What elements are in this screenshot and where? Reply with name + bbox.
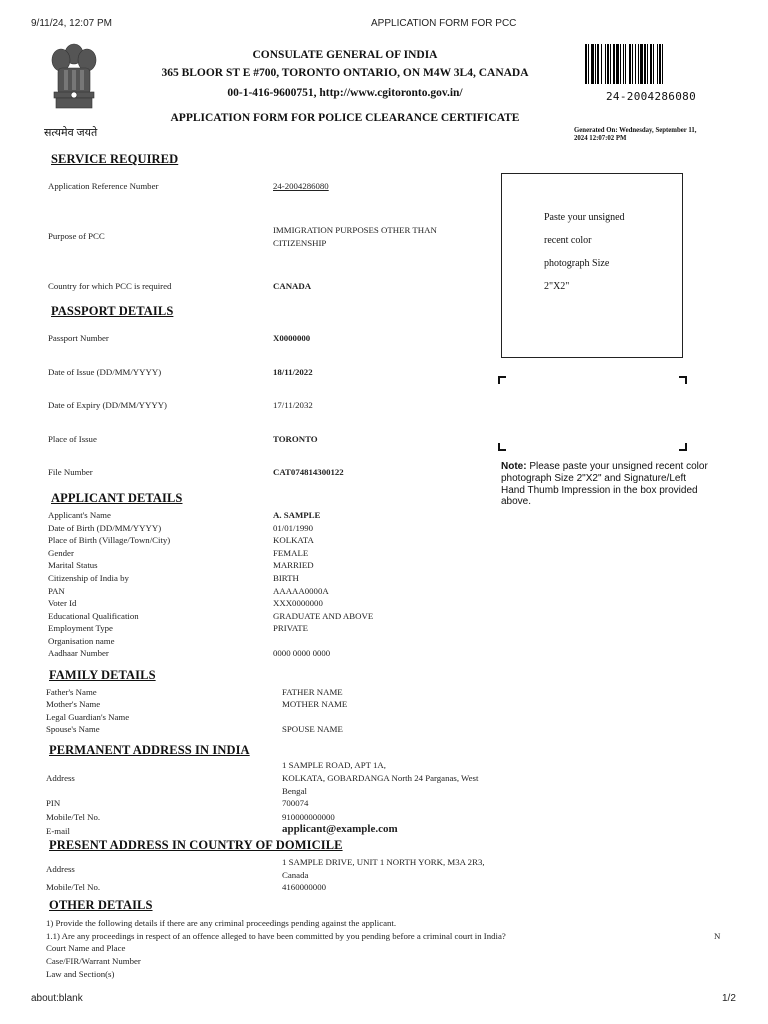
photo-text-line3: photograph Size xyxy=(544,258,610,269)
row-label: Marital Status xyxy=(48,560,98,571)
email-label: E-mail xyxy=(46,826,70,836)
perm-mobile-value: 910000000000 xyxy=(282,812,335,822)
expiry-date-label: Date of Expiry (DD/MM/YYYY) xyxy=(48,400,167,410)
row-value: 0000 0000 0000 xyxy=(273,648,331,658)
section-permanent-address: PERMANENT ADDRESS IN INDIA xyxy=(49,743,250,757)
print-tab-title: APPLICATION FORM FOR PCC xyxy=(371,18,517,29)
expiry-date-value: 17/11/2032 xyxy=(273,400,313,410)
place-of-issue-label: Place of Issue xyxy=(48,434,97,444)
print-footer-url: about:blank xyxy=(31,993,83,1004)
row-value: A. SAMPLE xyxy=(273,510,321,520)
row-value: MOTHER NAME xyxy=(282,699,348,710)
row-label: Mother's Name xyxy=(46,699,101,710)
row-label: Aadhaar Number xyxy=(48,648,109,658)
photo-text-line4: 2"X2" xyxy=(544,281,570,292)
purpose-value-line2: CITIZENSHIP xyxy=(273,238,327,248)
issue-date-value: 18/11/2022 xyxy=(273,367,313,377)
row-label: Applicant's Name xyxy=(48,510,111,520)
question-1-1: 1.1) Are any proceedings in respect of an offence alleged to have been committed by you pending before a criminal court in India? xyxy=(46,931,506,941)
photo-text-line2: recent color xyxy=(544,235,592,246)
row-value: FATHER NAME xyxy=(282,687,343,697)
org-contact: 00-1-416-9600751, http://www.cgitoronto.gov.in/ xyxy=(227,87,463,99)
perm-mobile-label: Mobile/Tel No. xyxy=(46,812,101,822)
country-label: Country for which PCC is required xyxy=(48,281,172,291)
present-address-line1: 1 SAMPLE DRIVE, UNIT 1 NORTH YORK, M3A 2R3, xyxy=(282,857,485,867)
row-label: Date of Birth (DD/MM/YYYY) xyxy=(48,522,162,533)
row-value: GRADUATE AND ABOVE xyxy=(273,610,374,621)
photo-text-line1: Paste your unsigned xyxy=(544,212,625,223)
present-address-label: Address xyxy=(46,864,75,874)
note-line1: Please paste your unsigned recent color xyxy=(529,461,708,472)
purpose-value-line1: IMMIGRATION PURPOSES OTHER THAN xyxy=(273,225,437,235)
purpose-label: Purpose of PCC xyxy=(48,231,105,241)
emblem-motto: सत्यमेव जयते xyxy=(44,127,98,139)
row-value: FEMALE xyxy=(273,547,309,558)
row-label: Employment Type xyxy=(48,623,113,634)
row-label: PAN xyxy=(48,585,65,596)
pin-label: PIN xyxy=(46,798,61,808)
pin-value: 700074 xyxy=(282,798,309,808)
perm-address-line3: Bengal xyxy=(282,786,307,796)
present-mobile-value: 4160000000 xyxy=(282,882,326,892)
perm-address-line1: 1 SAMPLE ROAD, APT 1A, xyxy=(282,760,386,770)
passport-number-value: X0000000 xyxy=(273,333,311,343)
perm-address-label: Address xyxy=(46,773,75,783)
row-value: SPOUSE NAME xyxy=(282,724,343,735)
barcode-graphic xyxy=(585,44,690,84)
row-value: PRIVATE xyxy=(273,623,309,634)
question-1: 1) Provide the following details if there are any criminal proceedings pending against the applicant. xyxy=(46,918,397,928)
present-mobile-label: Mobile/Tel No. xyxy=(46,882,101,892)
signature-box-corner-tr xyxy=(679,376,687,384)
question-1-1-answer: N xyxy=(714,931,721,941)
section-present-address: PRESENT ADDRESS IN COUNTRY OF DOMICILE xyxy=(49,838,343,852)
row-label: Legal Guardian's Name xyxy=(46,711,130,722)
section-other-details: OTHER DETAILS xyxy=(49,898,153,912)
row-value: XXX0000000 xyxy=(273,598,323,609)
generated-on-line1: Generated On: Wednesday, September 11, xyxy=(574,127,697,134)
law-section-label: Law and Section(s) xyxy=(46,969,115,979)
org-address: 365 BLOOR ST E #700, TORONTO ONTARIO, ON M4W 3L4, CANADA xyxy=(161,67,529,79)
note-line4: above. xyxy=(501,496,532,508)
row-label: Citizenship of India by xyxy=(48,573,129,583)
photo-instructions xyxy=(544,206,654,298)
row-value: BIRTH xyxy=(273,573,299,583)
ashoka-emblem-icon xyxy=(44,40,104,128)
row-label: Educational Qualification xyxy=(48,610,139,621)
barcode xyxy=(585,44,690,84)
section-family-details: FAMILY DETAILS xyxy=(49,668,156,682)
section-applicant-details: APPLICANT DETAILS xyxy=(51,491,183,505)
passport-number-label: Passport Number xyxy=(48,333,109,343)
present-address-line2: Canada xyxy=(282,870,309,880)
app-ref-value: 24-2004286080 xyxy=(273,181,329,191)
email-value: applicant@example.com xyxy=(282,823,398,835)
barcode-number: 24-2004286080 xyxy=(606,90,696,103)
country-value: CANADA xyxy=(273,281,312,291)
section-service-required: SERVICE REQUIRED xyxy=(51,152,179,166)
file-number-value: CAT074814300122 xyxy=(273,467,344,477)
place-of-issue-value: TORONTO xyxy=(273,434,318,444)
signature-box-corner-br xyxy=(679,443,687,451)
note-line3: Hand Thumb Impression in the box provided xyxy=(501,484,698,496)
row-label: Gender xyxy=(48,547,74,558)
note-block xyxy=(501,461,721,508)
generated-on-line2: 2024 12:07:02 PM xyxy=(574,135,627,142)
print-datetime: 9/11/24, 12:07 PM xyxy=(31,18,112,29)
file-number-label: File Number xyxy=(48,467,93,477)
court-name-label: Court Name and Place xyxy=(46,943,126,953)
signature-box-corner-bl xyxy=(498,443,506,451)
section-passport-details: PASSPORT DETAILS xyxy=(51,304,174,318)
row-value: KOLKATA xyxy=(273,535,314,546)
row-value: AAAAA0000A xyxy=(273,585,329,596)
row-label: Father's Name xyxy=(46,687,97,697)
case-number-label: Case/FIR/Warrant Number xyxy=(46,956,141,966)
issue-date-label: Date of Issue (DD/MM/YYYY) xyxy=(48,367,162,377)
row-label: Spouse's Name xyxy=(46,724,100,735)
row-label: Place of Birth (Village/Town/City) xyxy=(48,535,171,546)
form-title: APPLICATION FORM FOR POLICE CLEARANCE CERTIFICATE xyxy=(170,112,520,124)
org-name: CONSULATE GENERAL OF INDIA xyxy=(252,49,438,61)
row-label: Voter Id xyxy=(48,598,77,609)
perm-address-line2: KOLKATA, GOBARDANGA North 24 Parganas, West xyxy=(282,773,479,783)
row-label: Organisation name xyxy=(48,636,115,646)
note-line2: photograph Size 2"X2" and Signature/Left xyxy=(501,472,687,484)
row-value: 01/01/1990 xyxy=(273,522,314,533)
signature-box-corner-tl xyxy=(498,376,506,384)
row-value: MARRIED xyxy=(273,560,314,571)
app-ref-label: Application Reference Number xyxy=(48,181,159,191)
national-emblem xyxy=(44,40,104,130)
print-page-indicator: 1/2 xyxy=(722,993,736,1004)
note-label: Note: xyxy=(501,461,527,472)
